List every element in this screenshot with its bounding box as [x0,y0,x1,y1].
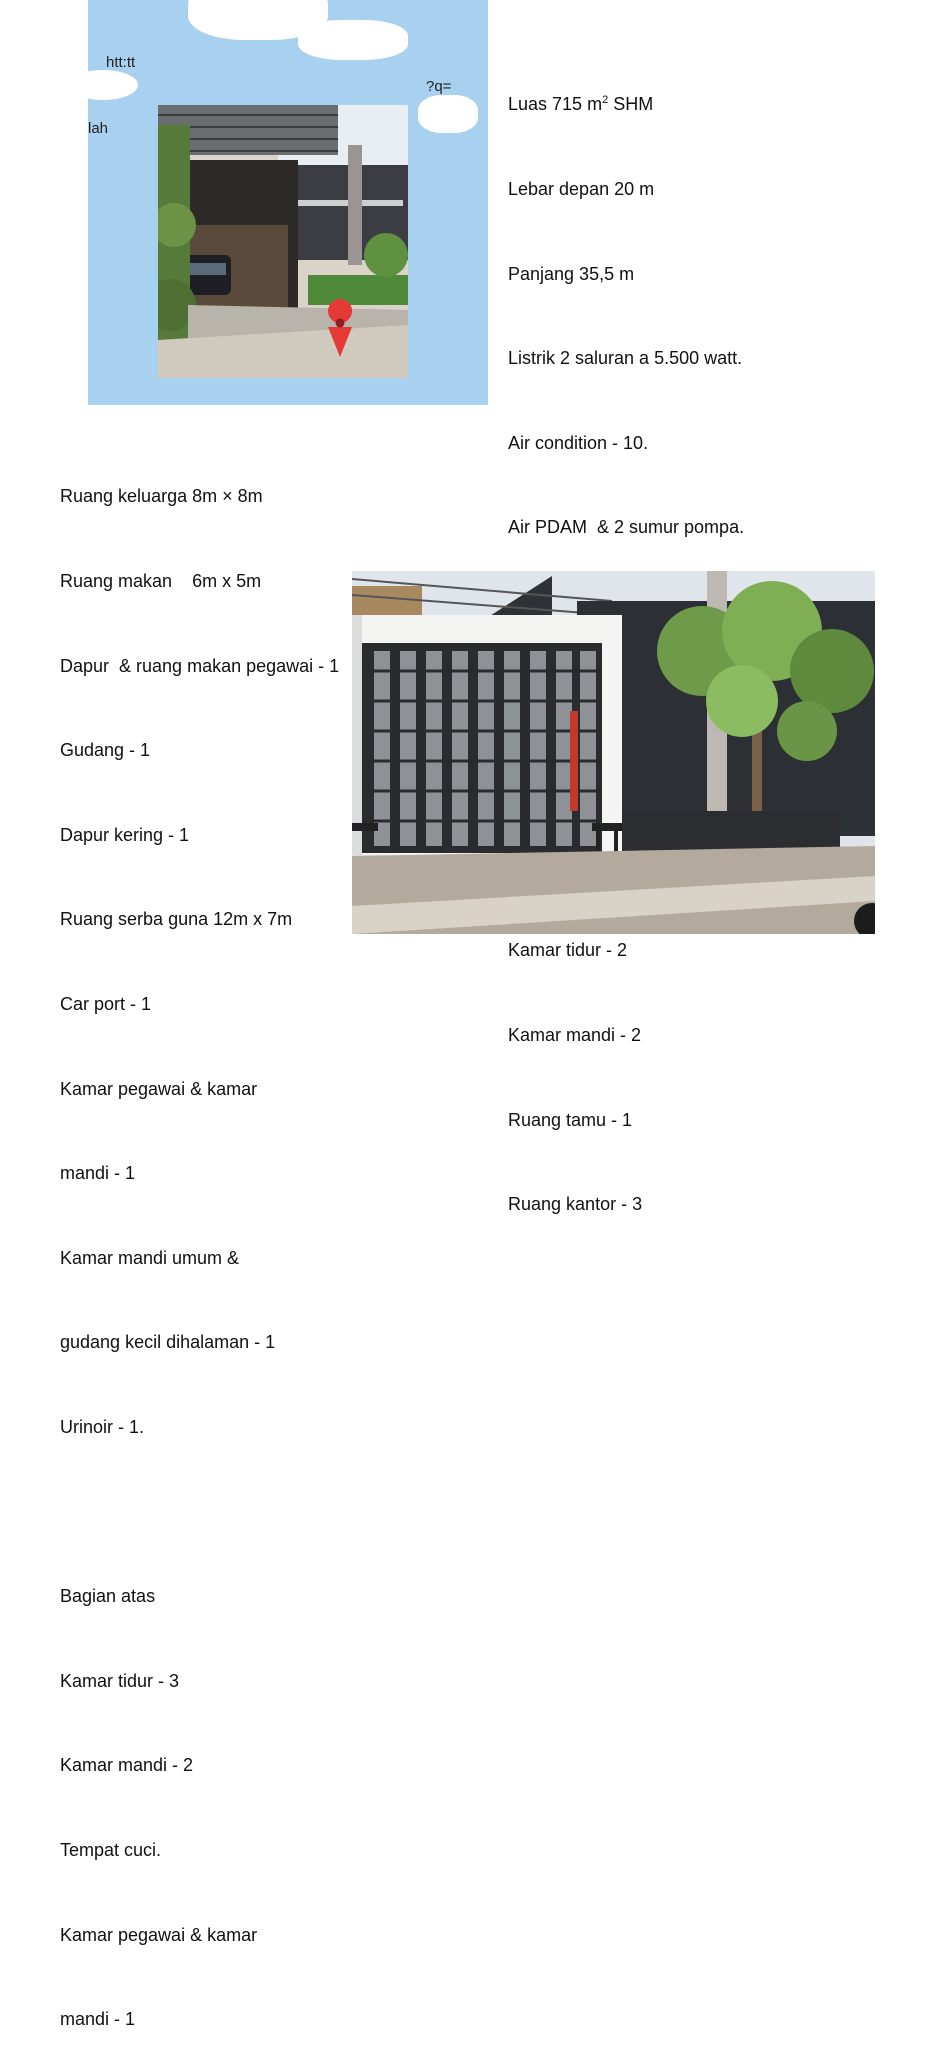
list-item: Ruang kantor - 3 [508,1194,643,1215]
spec-water: Air PDAM & 2 sumur pompa. [508,517,745,538]
house-front-photo [352,571,875,934]
list-item: Urinoir - 1. [60,1416,145,1437]
list-item: Kamar pegawai & kamar [60,1078,258,1099]
list-item: Ruang tamu - 1 [508,1109,633,1130]
spec-electricity: Listrik 2 saluran a 5.500 watt. [508,348,743,369]
list-item: Kamar tidur - 3 [60,1670,180,1691]
spec-area: Luas 715 $m^2$ SHM [508,94,654,115]
list-item: Kamar mandi umum & [60,1247,240,1268]
list-item: Gudang - 1 [60,740,151,761]
list-item: Kamar pegawai & kamar [60,1924,258,1945]
list-item: Dapur kering - 1 [60,824,190,845]
spec-front-width: Lebar depan 20 m [508,179,655,199]
list-item: Kamar tidur - 2 [508,940,628,961]
section-heading-upper: Bagian atas [60,1586,156,1607]
list-item: Dapur & ruang makan pegawai - 1 [60,655,340,676]
list-item: Ruang makan 6m x 5m [60,571,262,591]
list-item: Kamar mandi - 2 [508,1024,642,1045]
list-item: Car port - 1 [60,993,152,1014]
photo-overlay-text: ?q= [426,78,452,95]
list-item: Kamar mandi - 2 [60,1755,194,1776]
room-list [60,426,339,2048]
list-item: Ruang serba guna 12m x 7m [60,909,293,930]
list-item: gudang kecil dihalaman - 1 [60,1332,276,1353]
street-view-image [158,105,408,378]
list-item: mandi - 1 [60,1163,136,1184]
list-item: Ruang keluarga 8m × 8m [60,486,263,507]
spec-length: Panjang 35,5 m [508,263,635,284]
list-item: mandi - 1 [60,2009,136,2030]
photo-overlay-text: htt:tt [106,54,136,71]
map-streetview-photo [88,0,488,405]
photo-overlay-text: lah [88,120,109,137]
list-item: Tempat cuci. [60,1839,162,1860]
spec-air-condition: Air condition - 10. [508,432,649,453]
